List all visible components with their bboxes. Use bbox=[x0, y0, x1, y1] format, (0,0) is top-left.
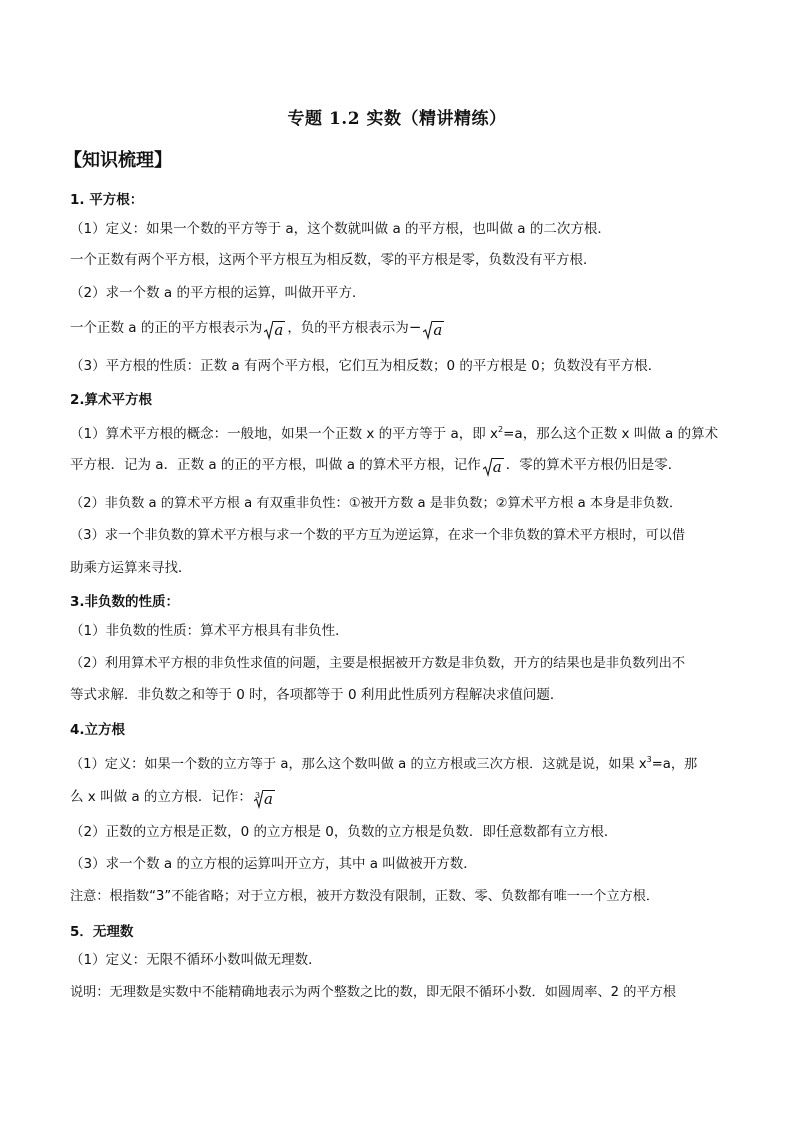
text-fragment: ，负的平方根表示为 bbox=[287, 320, 409, 336]
sqrt-symbol bbox=[264, 320, 285, 340]
sqrt-symbol bbox=[423, 320, 444, 340]
text-fragment: ．零的算术平方根仍旧是零． bbox=[505, 457, 682, 473]
paragraph-sqrt-notation bbox=[70, 318, 446, 340]
paragraph: （3）求一个数 a 的立方根的运算叫开立方，其中 a 叫做被开方数． bbox=[70, 856, 477, 872]
paragraph-note: 注意：根指数“3”不能省略；对于立方根，被开方数没有限制，正数、零、负数都有唯一一个立方根． bbox=[70, 889, 660, 904]
paragraph: （2）非负数 a 的算术平方根 a 有双重非负性：①被开方数 a 是非负数；②算术平方根 a 本身是非负数． bbox=[70, 496, 683, 511]
paragraph: （1）定义：如果一个数的平方等于 a，这个数就叫做 a 的平方根，也叫做 a 的二次方根． bbox=[70, 221, 611, 237]
paragraph: （3）平方根的性质：正数 a 有两个平方根，它们互为相反数；0 的平方根是 0；负数没有平方根． bbox=[70, 358, 662, 374]
radicand: a bbox=[492, 458, 502, 476]
paragraph: （2）求一个数 a 的平方根的运算，叫做开平方． bbox=[70, 285, 366, 301]
paragraph: 一个正数有两个平方根，这两个平方根互为相反数，零的平方根是零，负数没有平方根． bbox=[70, 252, 597, 268]
heading-arithmetic-square-root: 2.算术平方根 bbox=[70, 392, 153, 408]
heading-square-root: 1. 平方根： bbox=[70, 192, 144, 208]
root-index: 3 bbox=[254, 791, 261, 800]
text-fragment: （1）定义：如果一个数的立方等于 a，那么这个数叫做 a 的立方根或三次方根．这就是说，如果 x bbox=[70, 757, 647, 772]
radicand: a bbox=[274, 321, 284, 339]
text-fragment: 平方根．记为 a．正数 a 的正的平方根，叫做 a 的算术平方根，记作 bbox=[70, 457, 481, 473]
text-fragment: 一个正数 a 的正的平方根表示为 bbox=[70, 320, 263, 336]
text-fragment: （1）算术平方根的概念：一般地，如果一个正数 x 的平方等于 a，即 x bbox=[70, 426, 499, 442]
paragraph-arith-sqrt-notation bbox=[70, 456, 681, 477]
page-title: 专题 1.2 实数（精讲精练） bbox=[287, 109, 507, 129]
paragraph: 等式求解．非负数之和等于 0 时，各项都等于 0 利用此性质列方程解决求值问题． bbox=[70, 687, 564, 703]
heading-cube-root: 4.立方根 bbox=[70, 722, 126, 738]
superscript: 2 bbox=[498, 425, 504, 434]
radicand: a bbox=[433, 321, 443, 339]
text-fragment: =a，那 bbox=[651, 757, 698, 772]
paragraph: （2）利用算术平方根的非负性求值的问题，主要是根据被开方数是非负数，开方的结果也是非负数列出不 bbox=[70, 656, 686, 671]
text-fragment: =a，那么这个正数 x 叫做 a 的算术 bbox=[503, 426, 719, 442]
minus-sign: − bbox=[408, 318, 422, 336]
paragraph bbox=[70, 751, 697, 774]
heading-irrational-numbers: 5．无理数 bbox=[70, 924, 134, 940]
paragraph: 说明：无理数是实数中不能精确地表示为两个整数之比的数，即无限不循环小数．如圆周率、2 的平方根 bbox=[70, 985, 677, 1000]
paragraph bbox=[70, 421, 718, 443]
superscript: 3 bbox=[646, 755, 652, 764]
text-fragment: 么 x 叫做 a 的立方根．记作： bbox=[70, 789, 252, 805]
cube-root-symbol bbox=[254, 789, 275, 809]
heading-nonnegative-properties: 3.非负数的性质： bbox=[70, 594, 180, 610]
paragraph: （1）定义：无限不循环小数叫做无理数． bbox=[70, 952, 322, 968]
radicand: a bbox=[263, 790, 273, 808]
paragraph: （3）求一个非负数的算术平方根与求一个数的平方互为逆运算，在求一个非负数的算术平方根时，可以借 bbox=[70, 528, 686, 543]
sqrt-symbol bbox=[483, 457, 504, 477]
paragraph: （2）正数的立方根是正数，0 的立方根是 0，负数的立方根是负数．即任意数都有立方根． bbox=[70, 824, 618, 840]
section-heading-knowledge: 【知识梳理】 bbox=[64, 150, 172, 171]
paragraph: （1）非负数的性质：算术平方根具有非负性． bbox=[70, 623, 349, 639]
paragraph: 助乘方运算来寻找． bbox=[70, 560, 192, 576]
paragraph-cube-root-notation bbox=[70, 788, 277, 809]
